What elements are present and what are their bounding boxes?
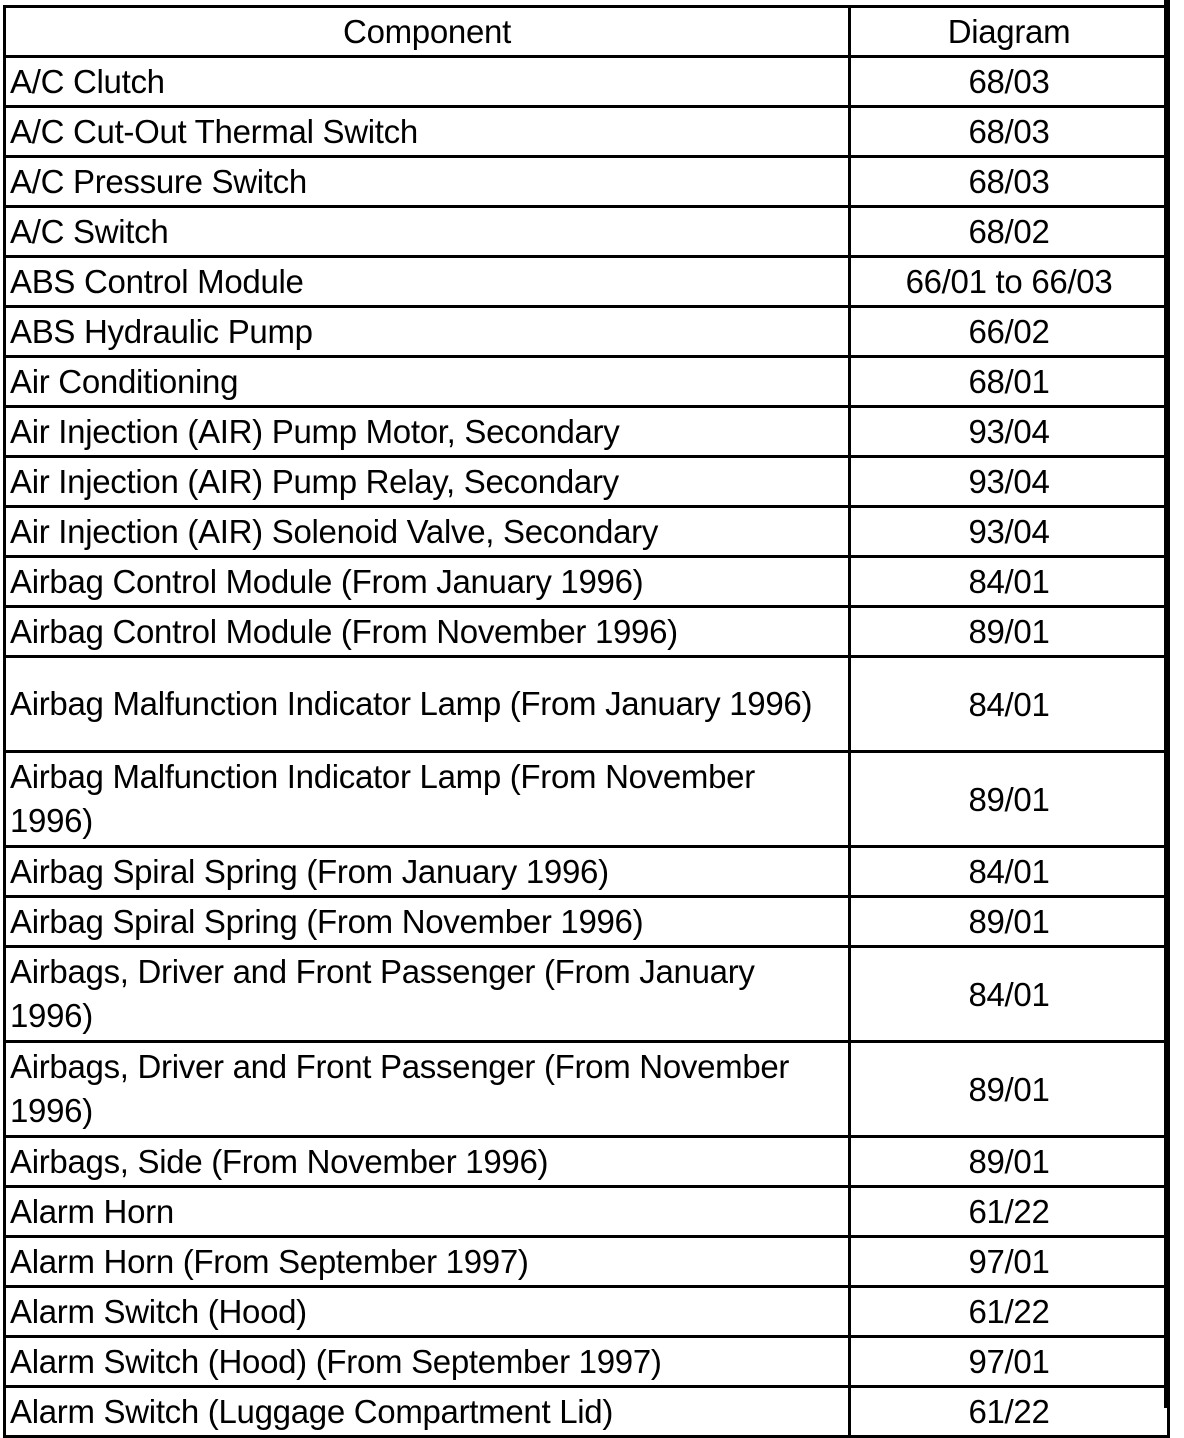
table-row [5,1387,1169,1437]
diagram-cell: 89/01 [850,897,1169,947]
diagram-cell: 84/01 [850,847,1169,897]
table-row [5,1287,1169,1337]
diagram-cell: 68/02 [850,207,1169,257]
component-cell: Airbag Malfunction Indicator Lamp (From January 1996) [5,657,850,752]
diagram-cell: 97/01 [850,1337,1169,1387]
component-cell: Airbag Spiral Spring (From January 1996) [5,847,850,897]
table-row [5,207,1169,257]
component-cell: A/C Clutch [5,57,850,107]
table-row [5,897,1169,947]
table-row [5,657,1169,752]
table-row [5,407,1169,457]
header-component: Component [5,7,850,57]
component-cell: Alarm Horn [5,1187,850,1237]
component-cell: Airbags, Driver and Front Passenger (From January 1996) [5,947,850,1042]
diagram-cell: 68/01 [850,357,1169,407]
component-table-sheet [3,5,1167,1438]
diagram-cell: 68/03 [850,57,1169,107]
table-row [5,1337,1169,1387]
component-cell: Alarm Switch (Hood) [5,1287,850,1337]
diagram-cell: 89/01 [850,752,1169,847]
component-cell: Air Injection (AIR) Solenoid Valve, Secondary [5,507,850,557]
component-cell: Air Injection (AIR) Pump Motor, Secondary [5,407,850,457]
component-cell: Airbag Control Module (From January 1996) [5,557,850,607]
header-diagram: Diagram [850,7,1169,57]
table-row [5,1042,1169,1137]
table-row [5,1137,1169,1187]
table-row [5,947,1169,1042]
component-cell: Air Injection (AIR) Pump Relay, Secondary [5,457,850,507]
table-row [5,1237,1169,1287]
component-diagram-table [3,5,1170,1438]
header-row [5,7,1169,57]
table-row [5,107,1169,157]
component-cell: Airbags, Driver and Front Passenger (From November 1996) [5,1042,850,1137]
diagram-cell: 68/03 [850,107,1169,157]
component-cell: Airbags, Side (From November 1996) [5,1137,850,1187]
table-row [5,357,1169,407]
component-cell: Airbag Control Module (From November 1996) [5,607,850,657]
table-row [5,57,1169,107]
table-row [5,847,1169,897]
component-cell: Air Conditioning [5,357,850,407]
component-cell: Airbag Spiral Spring (From November 1996) [5,897,850,947]
component-cell: A/C Pressure Switch [5,157,850,207]
diagram-cell: 61/22 [850,1187,1169,1237]
diagram-cell: 89/01 [850,607,1169,657]
diagram-cell: 89/01 [850,1042,1169,1137]
table-row [5,1187,1169,1237]
component-cell: Alarm Switch (Luggage Compartment Lid) [5,1387,850,1437]
table-row [5,257,1169,307]
table-row [5,307,1169,357]
table-row [5,557,1169,607]
table-row [5,752,1169,847]
diagram-cell: 93/04 [850,507,1169,557]
table-row [5,507,1169,557]
diagram-cell: 61/22 [850,1387,1169,1437]
diagram-cell: 89/01 [850,1137,1169,1187]
diagram-cell: 84/01 [850,557,1169,607]
component-cell: Airbag Malfunction Indicator Lamp (From November 1996) [5,752,850,847]
diagram-cell: 68/03 [850,157,1169,207]
table-row [5,607,1169,657]
component-cell: ABS Control Module [5,257,850,307]
component-cell: Alarm Switch (Hood) (From September 1997) [5,1337,850,1387]
diagram-cell: 84/01 [850,657,1169,752]
right-border-rule [1164,0,1170,1408]
diagram-cell: 93/04 [850,407,1169,457]
table-row [5,457,1169,507]
diagram-cell: 84/01 [850,947,1169,1042]
diagram-cell: 66/02 [850,307,1169,357]
diagram-cell: 93/04 [850,457,1169,507]
component-cell: ABS Hydraulic Pump [5,307,850,357]
diagram-cell: 66/01 to 66/03 [850,257,1169,307]
diagram-cell: 97/01 [850,1237,1169,1287]
component-cell: A/C Switch [5,207,850,257]
component-cell: Alarm Horn (From September 1997) [5,1237,850,1287]
table-row [5,157,1169,207]
diagram-cell: 61/22 [850,1287,1169,1337]
component-cell: A/C Cut-Out Thermal Switch [5,107,850,157]
